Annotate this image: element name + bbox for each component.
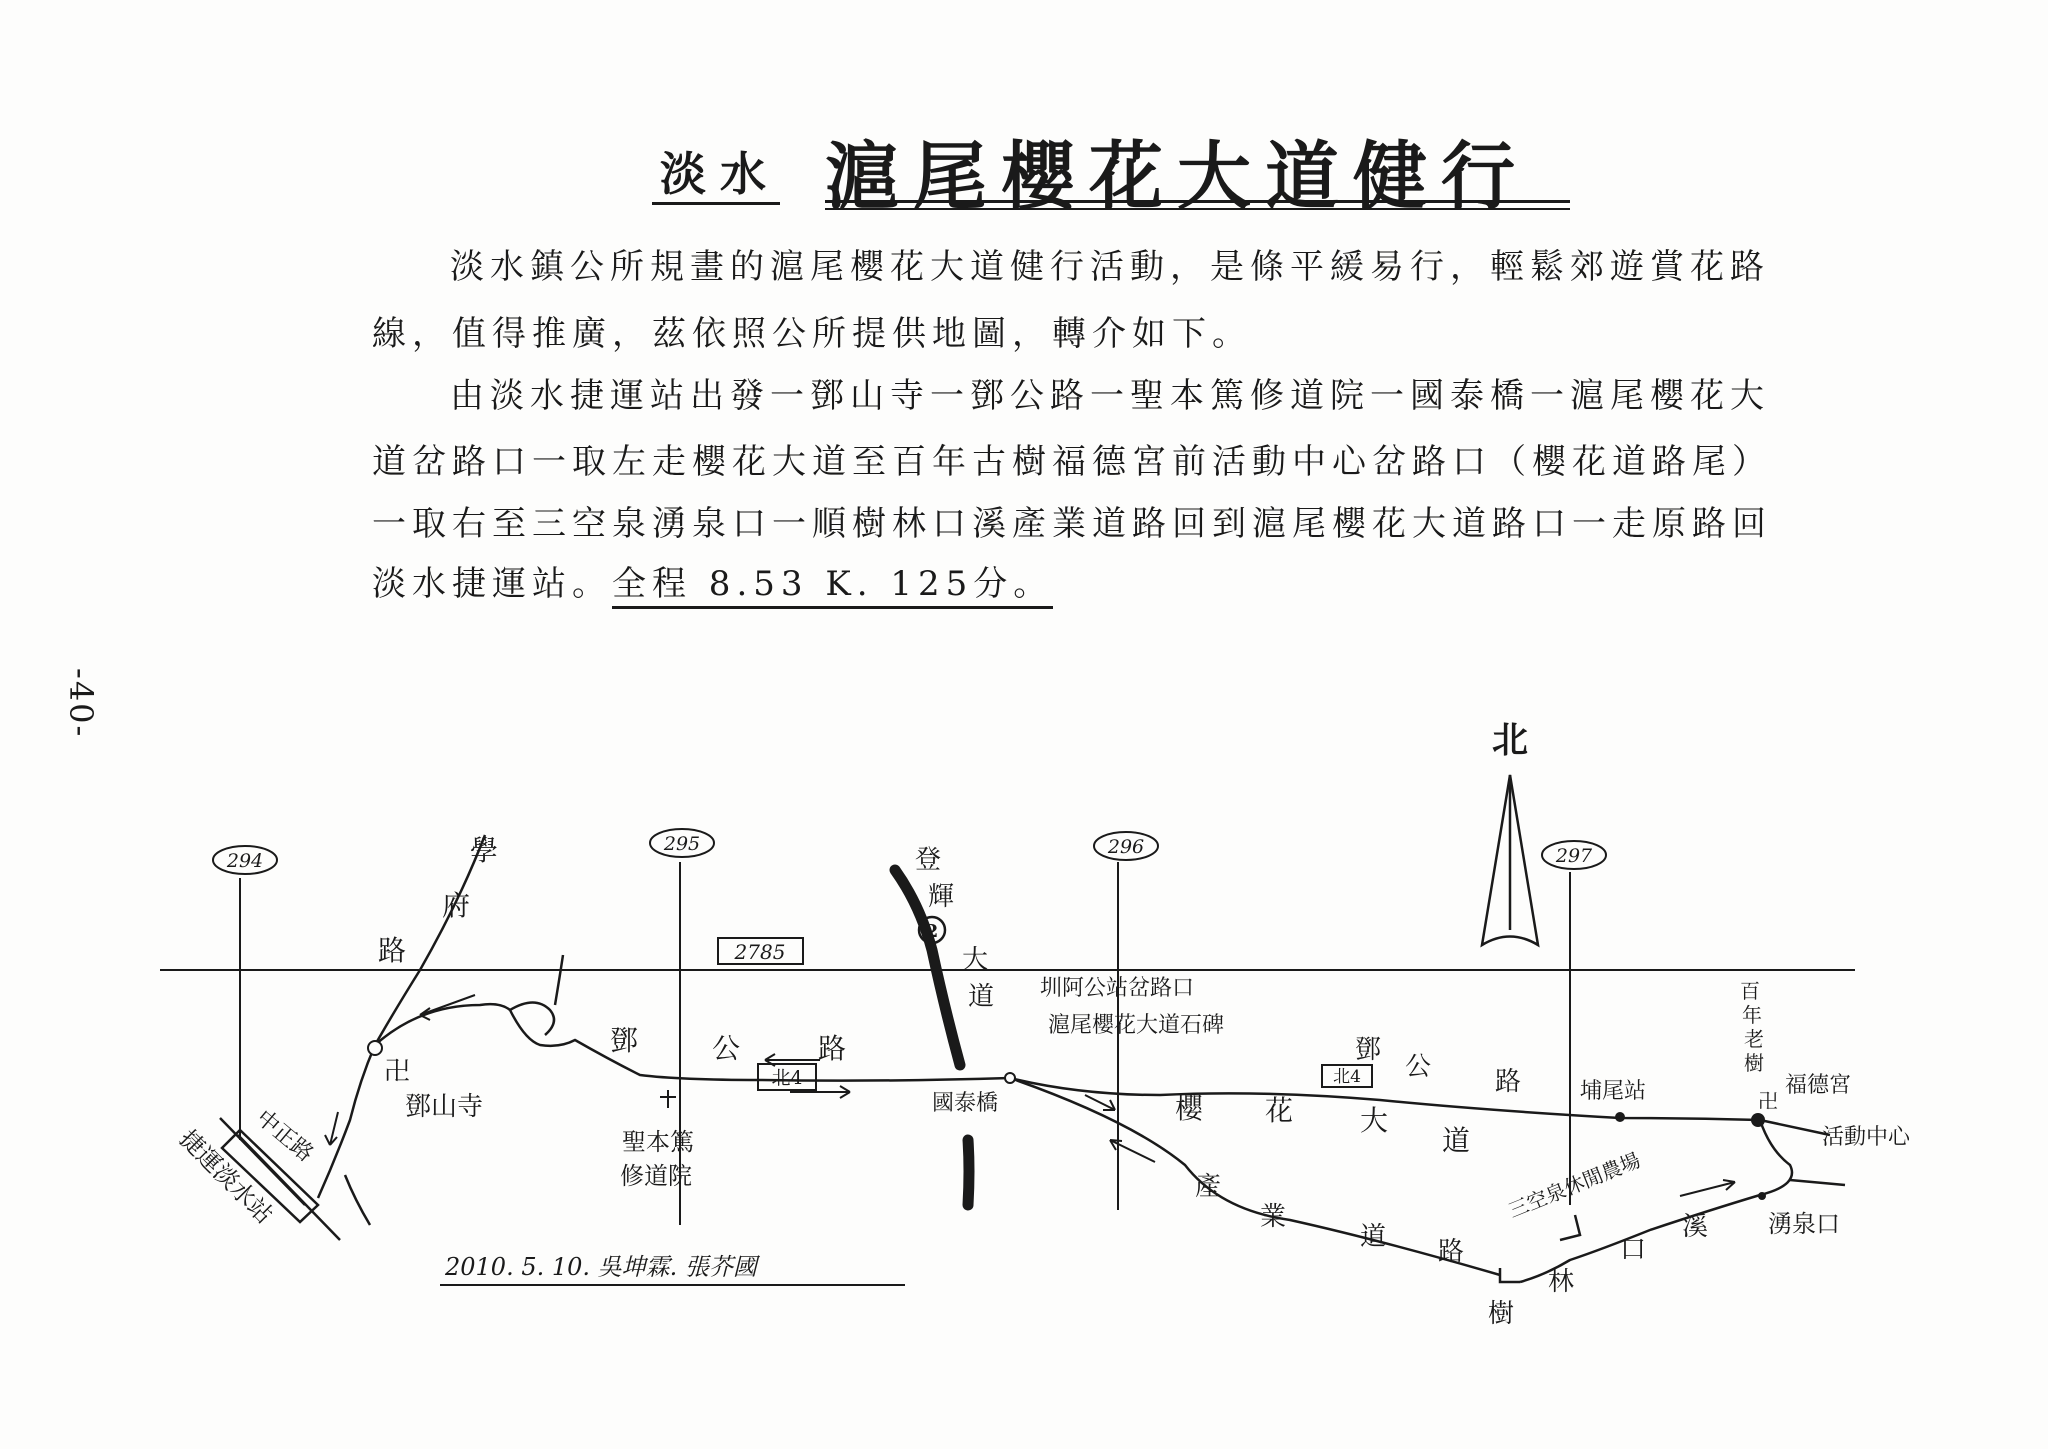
- label-junction-1: 圳阿公站岔路口: [1040, 976, 1195, 1001]
- roundabout: [510, 1003, 554, 1036]
- arrow-4: [1085, 1095, 1115, 1110]
- label-shengben-1: 聖本篤: [622, 1128, 694, 1156]
- activity-center-spur: [1760, 1120, 1830, 1135]
- yongquan-spur: [1790, 1180, 1845, 1185]
- label-dengxian-1: 登: [915, 845, 942, 875]
- label-dengshan-temple: 鄧山寺: [405, 1092, 484, 1122]
- label-old-tree-1: 百: [1740, 979, 1760, 1003]
- arrow-5: [1110, 1140, 1155, 1162]
- label-junction-2: 滬尾櫻花大道石碑: [1048, 1013, 1225, 1038]
- route-line-2: 道岔路口一取左走櫻花大道至百年古樹福德宮前活動中心岔路口（櫻花道路尾）: [372, 442, 1772, 482]
- label-xuefu-1: 學: [470, 834, 499, 867]
- junction-node: [1005, 1073, 1015, 1083]
- industrial-road: [1010, 1078, 1500, 1275]
- label-dengxian-4: 道: [968, 982, 995, 1012]
- rail-line: [345, 1175, 370, 1225]
- arrow-6: [325, 1112, 338, 1145]
- side-road: [555, 955, 563, 1005]
- label-deng2-3: 路: [1495, 1067, 1522, 1097]
- road-badge-1-label: 北4: [771, 1067, 803, 1089]
- label-deng2-2: 公: [1405, 1052, 1432, 1082]
- label-sankong: 三空泉休閒農場: [1504, 1147, 1644, 1223]
- label-deng-2: 公: [712, 1032, 741, 1065]
- sankong-spur: [1560, 1215, 1580, 1240]
- label-old-tree-2: 年: [1742, 1003, 1762, 1027]
- route-line-4-prefix: 淡水捷運站。: [372, 564, 612, 604]
- label-creek-2: 口: [1620, 1235, 1647, 1265]
- grid-marker-295: 295: [663, 833, 701, 855]
- label-dengxian-2: 輝: [928, 882, 955, 912]
- label-shengben-2: 修道院: [620, 1162, 692, 1190]
- grid-marker-297: 297: [1555, 845, 1593, 867]
- route-summary: 全程 8.53 K. 125分。: [612, 564, 1053, 609]
- grid-marker-296: 296: [1107, 836, 1145, 858]
- label-creek-3: 林: [1548, 1267, 1575, 1297]
- label-xuefu-3: 路: [378, 934, 407, 967]
- map-signature: 2010. 5. 10. 吳坤霖. 張芥國: [445, 1253, 757, 1281]
- label-mrt: 捷運淡水站: [173, 1124, 279, 1230]
- title-prefix: 淡水: [660, 147, 780, 201]
- fude-node: [1751, 1113, 1765, 1127]
- label-buwei-station: 埔尾站: [1580, 1079, 1647, 1104]
- label-ind-2: 業: [1260, 1202, 1287, 1232]
- label-yongquan: 湧泉口: [1768, 1210, 1840, 1238]
- grid-marker-294: 294: [226, 850, 264, 872]
- label-deng-3: 路: [818, 1032, 847, 1065]
- label-ind-3: 道: [1360, 1222, 1387, 1252]
- label-ind-1: 產: [1195, 1172, 1222, 1202]
- road-box-label: 2785: [734, 940, 786, 964]
- label-fude-temple: 福德宮: [1785, 1073, 1852, 1098]
- dengxian-avenue-south: [968, 1140, 969, 1205]
- dengshan-node: [368, 1041, 382, 1055]
- north-arrow-icon: [1482, 775, 1538, 945]
- label-creek-4: 樹: [1488, 1299, 1515, 1329]
- label-ying-1: 櫻: [1175, 1092, 1204, 1125]
- route-line-3: 一取右至三空泉湧泉口一順樹林口溪產業道路回到滬尾櫻花大道路口一走原路回: [372, 504, 1772, 544]
- label-deng2-1: 鄧: [1355, 1035, 1382, 1065]
- label-guotai: 國泰橋: [932, 1091, 999, 1116]
- label-dengxian-3: 大: [962, 945, 989, 975]
- label-ying-2: 花: [1265, 1094, 1294, 1127]
- deng-gong-road: [375, 1004, 1010, 1080]
- page-number: -40-: [62, 668, 100, 739]
- label-ying-3: 大: [1360, 1104, 1389, 1137]
- shulin-spur: [1500, 1268, 1520, 1282]
- label-xuefu-2: 府: [442, 889, 471, 922]
- fude-temple-icon: 卍: [1758, 1089, 1778, 1113]
- route-2-number: 2: [925, 921, 939, 942]
- buwei-station-node: [1615, 1112, 1625, 1122]
- intro-line-1: 淡水鎮公所規畫的滬尾櫻花大道健行活動，是條平緩易行，輕鬆郊遊賞花路: [450, 247, 1770, 287]
- label-old-tree-3: 老: [1744, 1027, 1764, 1051]
- route-line-1: 由淡水捷運站出發一鄧山寺一鄧公路一聖本篤修道院一國泰橋一滬尾櫻花大: [450, 376, 1770, 416]
- road-badge-2-label: 北4: [1333, 1067, 1361, 1087]
- label-deng-1: 鄧: [610, 1024, 639, 1057]
- north-label: 北: [1491, 719, 1529, 761]
- yongquan-node: [1758, 1192, 1766, 1200]
- label-activity-center: 活動中心: [1822, 1125, 1911, 1150]
- arrow-7: [1680, 1180, 1735, 1196]
- label-ind-4: 路: [1438, 1237, 1465, 1267]
- page-title: 滬尾櫻花大道健行: [825, 134, 1529, 220]
- intro-line-2: 線，值得推廣，茲依照公所提供地圖，轉介如下。: [372, 314, 1252, 354]
- label-zhongzheng: 中正路: [251, 1105, 318, 1168]
- label-ying-4: 道: [1442, 1124, 1471, 1157]
- label-old-tree-4: 樹: [1744, 1051, 1764, 1075]
- dengshan-icon: 卍: [384, 1057, 411, 1087]
- label-creek-1: 溪: [1682, 1212, 1709, 1242]
